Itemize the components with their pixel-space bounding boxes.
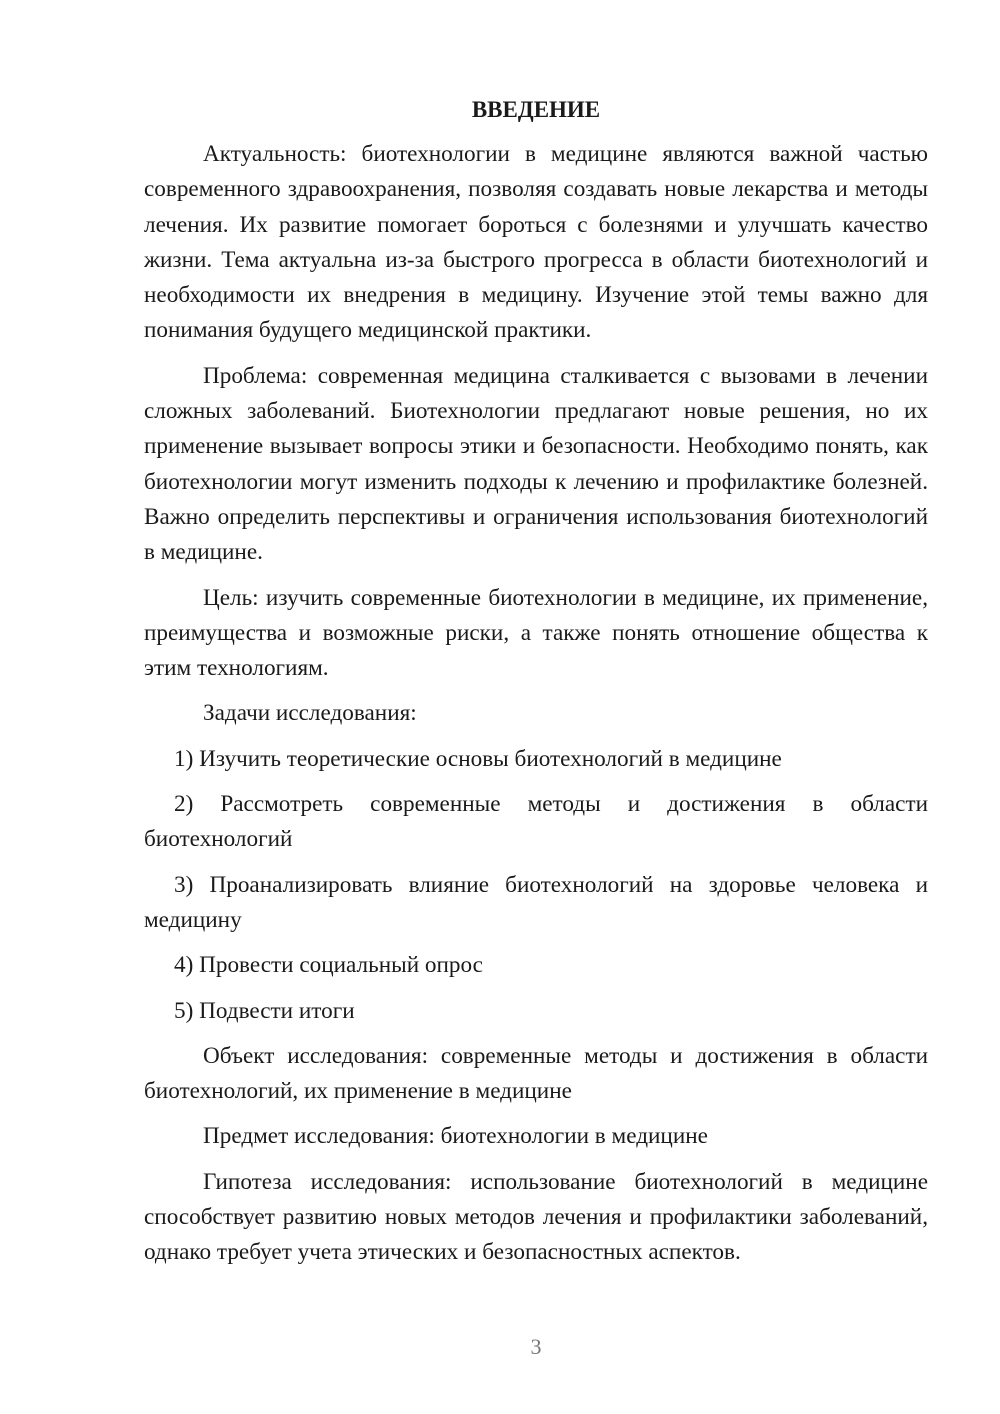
problem-paragraph: Проблема: современная медицина сталкивается с вызовами в лечении сложных заболеваний. Биотехнологии предлагают новые решения, но их применение вызывает вопросы этики и безопасности. Необходимо понять, как биотехнологии могут изменить подходы к лечению и профилактике болезней. Важно определить перспективы и ограничения использования биотехнологий в медицине. bbox=[144, 362, 928, 566]
relevance-paragraph: Актуальность: биотехнологии в медицине являются важной частью современного здравоохранения, позволяя создавать новые лекарства и методы лечения. Их развитие помогает бороться с болезнями и улучшать качество жизни. Тема актуальна из-за быстрого прогресса в области биотехнологий и необходимости их внедрения в медицину. Изучение этой темы важно для понимания будущего медицинской практики. bbox=[144, 141, 928, 344]
object-paragraph: Объект исследования: современные методы и достижения в области биотехнологий, их применение в медицине bbox=[144, 1042, 928, 1105]
task-item: 3) Проанализировать влияние биотехнологий на здоровье человека и медицину bbox=[144, 871, 928, 933]
subject-paragraph: Предмет исследования: биотехнологии в медицине bbox=[203, 1123, 708, 1150]
task-item: 1) Изучить теоретические основы биотехнологий в медицине bbox=[174, 745, 782, 772]
hypothesis-paragraph: Гипотеза исследования: использование биотехнологий в медицине способствует развитию новых методов лечения и профилактики заболеваний, однако требует учета этических и безопасностных аспектов. bbox=[144, 1168, 928, 1266]
tasks-heading: Задачи исследования: bbox=[203, 700, 417, 727]
page-number: 3 bbox=[530, 1334, 542, 1359]
page-content bbox=[144, 92, 928, 1281]
goal-paragraph: Цель: изучить современные биотехнологии в медицине, их применение, преимущества и возможные риски, а также понять отношение общества к этим технологиям. bbox=[144, 584, 928, 682]
page-title: ВВЕДЕНИЕ bbox=[471, 97, 601, 122]
task-item: 4) Провести социальный опрос bbox=[174, 952, 483, 979]
task-item: 5) Подвести итоги bbox=[174, 997, 355, 1024]
tasks-list bbox=[144, 742, 928, 1029]
task-item: 2) Рассмотреть современные методы и достижения в области биотехнологий bbox=[144, 791, 928, 853]
